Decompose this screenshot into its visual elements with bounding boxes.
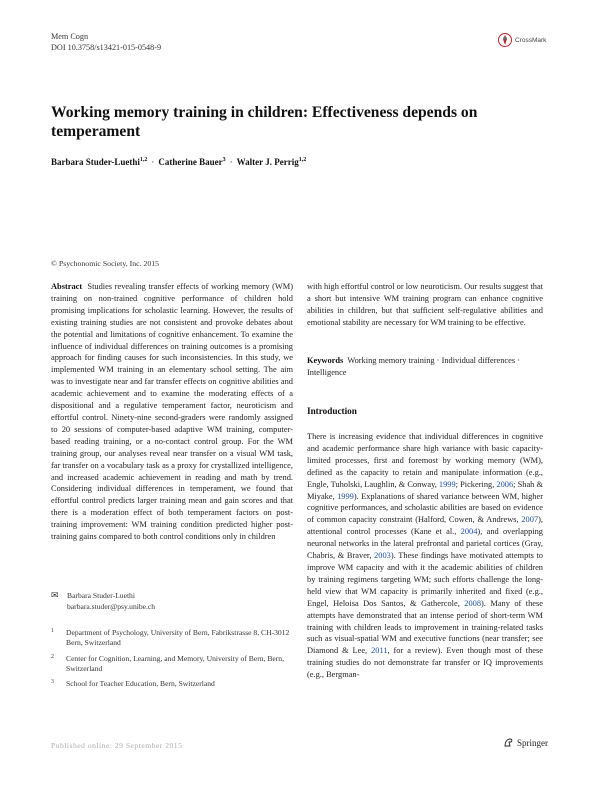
intro-text: ). These findings have motivated attempts to improve WM capacity and with it the academic abilities of children by training regimens targeting WM; such efforts challenge the long-held view that WM capacity is primarily inherited and fixed (e.g., Engel, Heloisa Dos Santos, & Gathercole,: [307, 551, 543, 608]
author-list: [51, 157, 306, 167]
doi[interactable]: DOI 10.3758/s13421-015-0548-9: [51, 43, 162, 52]
author-separator: ·: [151, 157, 155, 167]
author-affiliation-mark: 3: [222, 157, 226, 163]
citation-link[interactable]: 2011: [371, 646, 388, 656]
affiliation-text: Center for Cognition, Learning, and Memory, University of Bern, Bern, Switzerland: [66, 654, 284, 674]
keywords: [307, 355, 543, 379]
intro-text: ). Many of these attempts have demonstrated that an intense period of short-term WM training with children leads to improvement in training-related tasks such as visual-spatial WM and executive functions (near transfer; see Diamond & Lee,: [307, 598, 543, 656]
citation-link[interactable]: 2003: [374, 551, 391, 561]
publisher-name: Springer: [517, 737, 548, 748]
journal-name: Mem Cogn: [51, 32, 89, 41]
citation-link[interactable]: 2008: [464, 598, 481, 608]
crossmark-icon: [498, 33, 512, 47]
affiliation: [51, 628, 291, 649]
affiliation: [51, 654, 291, 675]
author-name[interactable]: Walter J. Perrig: [236, 157, 299, 167]
intro-text: ). Explanations of shared variance between WM, higher cognitive performances, and scholastic abilities are based on evidence of common capacity constraint (Halford, Cowen, & Andrews,: [307, 491, 543, 525]
affiliation-number: 3: [51, 679, 54, 685]
abstract: [51, 281, 293, 543]
author-affiliation-mark: 1,2: [139, 157, 148, 163]
copyright-notice: © Psychonomic Society, Inc. 2015: [51, 259, 160, 268]
author-name[interactable]: Catherine Bauer: [158, 157, 223, 167]
affiliation-number: 1: [51, 628, 54, 634]
affiliation-number: 2: [51, 654, 54, 660]
introduction-body: [307, 431, 543, 681]
intro-text: There is increasing evidence that individual differences in cognitive and academic performance share high variance with basic capacity-limited processes, first and foremost by working memory (WM), defined as the capacity to retain and manipulate information (e.g., Engle, Tuholski, Laughlin, & Conway,: [307, 432, 543, 489]
springer-horse-icon: [503, 737, 514, 748]
keywords-text: Working memory training · Individual differences · Intelligence: [307, 356, 521, 377]
citation-link[interactable]: 2004: [460, 527, 478, 537]
author-name[interactable]: Barbara Studer-Luethi: [51, 157, 140, 167]
citation-link[interactable]: 2007: [521, 515, 539, 525]
contact-name: Barbara Studer-Luethi: [67, 591, 135, 600]
intro-text: , for a review). Even though most of these training studies do not demonstrate far transfer or IQ improvements (e.g., Bergman-: [307, 646, 543, 680]
abstract-continuation: with high effortful control or low neuroticism. Our results suggest that a short but intensive WM training program can enhance cognitive abilities in children, but that sufficient self-regulative abilities and emotional stability are necessary for WM training to be effective.: [307, 282, 543, 327]
abstract-label: Abstract: [51, 282, 83, 291]
running-header: [51, 31, 161, 53]
intro-text: ; Pickering,: [455, 479, 497, 489]
envelope-icon: ✉: [51, 590, 59, 600]
intro-text: ), and overlapping neuronal networks in the lateral prefrontal and parietal cortices (Gray, Chabris, & Braver,: [307, 527, 543, 561]
crossmark-label: CrossMark: [515, 36, 547, 44]
abstract-text: Studies revealing transfer effects of working memory (WM) training on non-trained cognitive performance of children hold promising implications for scholastic learning. However, the results of existing training studies are not consistent and provoke debates about the potential and limitations of cognitive enhancement. To examine the influence of individual differences on training outcomes is a promising approach for finding causes for such inconsistencies. In this study, we implemented WM training in an elementary school setting. The aim was to investigate near and far transfer effects on cognitive abilities and academic achievement and to examine the moderating effects of a dispositional and a regulative temperament factor, neuroticism and effortful control. Ninety-nine second-graders were randomly assigned to 20 sessions of computer-based adaptive WM training, computer-based reading training, or a no-contact control group. For the WM training group, our analyses reveal near transfer on a visual WM task, far transfer on a vocabulary task as a proxy for crystallized intelligence, and increased academic achievement in reading and math by trend. Considering individual differences in temperament, we found that effortful control predicts larger training mean and gain scores and that there is a moderation effect of both temperament factors on post-training improvement: WM training condition predicted higher post-training gains compared to both control conditions only in children: [51, 282, 293, 542]
citation-link[interactable]: 1999: [438, 479, 456, 489]
citation-link[interactable]: 2006: [496, 479, 514, 489]
publisher-logo: [503, 737, 548, 748]
keywords-label: Keywords: [307, 356, 344, 365]
affiliation-text: School for Teacher Education, Bern, Switzerland: [66, 679, 215, 688]
published-online-date: Published online: 29 September 2015: [51, 741, 183, 750]
intro-text: ), attentional control processes (Kane et al.,: [307, 515, 543, 537]
crossmark-badge[interactable]: [498, 33, 546, 47]
contact-email[interactable]: barbara.studer@psy.unibe.ch: [67, 602, 156, 611]
author-affiliation-mark: 1,2: [298, 157, 307, 163]
citation-link[interactable]: 1999: [337, 491, 354, 501]
corresponding-author: [51, 590, 155, 612]
author-separator: ·: [229, 157, 233, 167]
section-heading-introduction: Introduction: [307, 406, 357, 416]
affiliation-text: Department of Psychology, University of Bern, Fabrikstrasse 8, CH-3012 Bern, Switzerland: [66, 628, 290, 648]
affiliation: [51, 679, 291, 689]
intro-text: ; Shah & Miyake,: [307, 479, 543, 501]
article-title: Working memory training in children: Effectiveness depends on temperament: [51, 104, 478, 140]
